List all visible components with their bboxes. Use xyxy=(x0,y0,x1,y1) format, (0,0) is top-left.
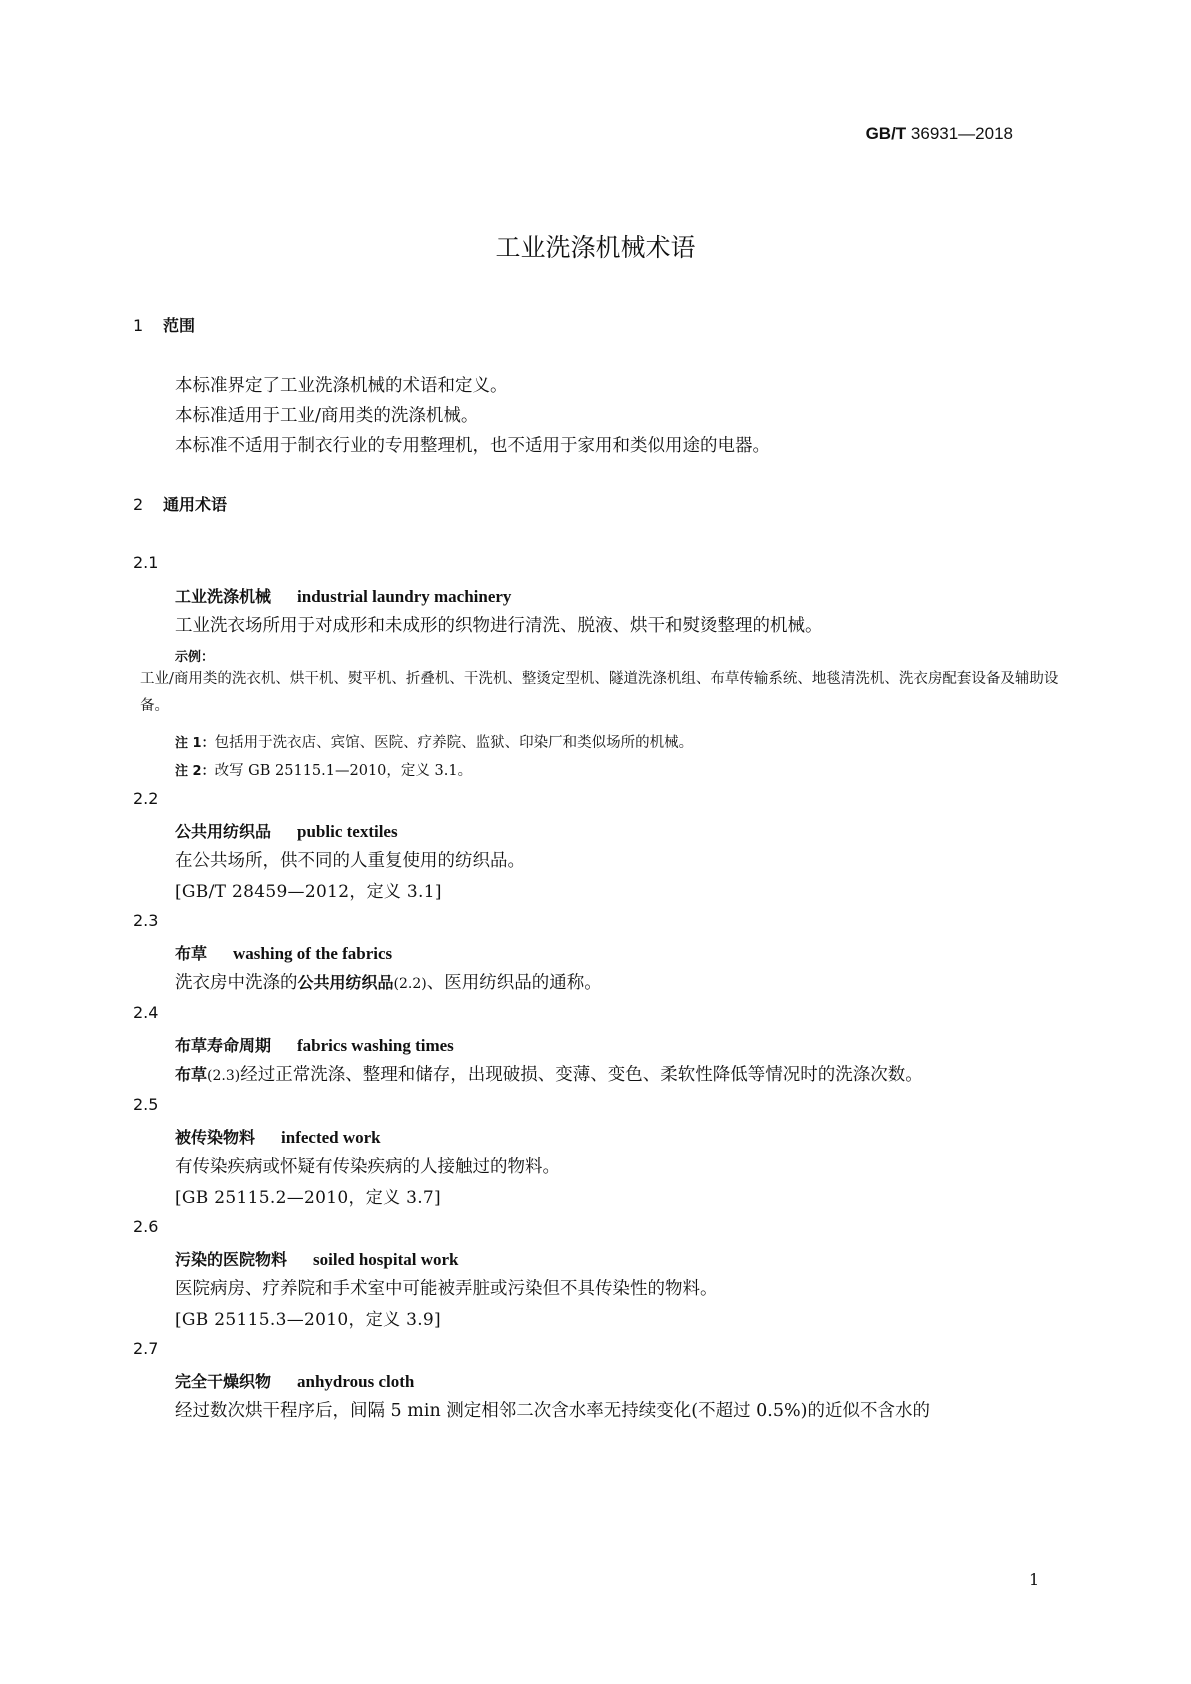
term-definition xyxy=(175,969,602,994)
term-reference-number: (2.3) xyxy=(207,1068,241,1084)
definition-text: 、医用纺织品的通称。 xyxy=(426,973,602,993)
clause-number: 2.7 xyxy=(133,1339,159,1358)
term-heading xyxy=(175,941,392,964)
term-en: infected work xyxy=(281,1128,381,1147)
term-zh: 布草 xyxy=(175,944,208,963)
term-definition: 医院病房、疗养院和手术室中可能被弄脏或污染但不具传染性的物料。 xyxy=(175,1279,718,1299)
term-source: [GB/T 28459—2012，定义 3.1] xyxy=(175,882,442,902)
section-heading-general-terms xyxy=(133,492,227,515)
term-definition: 在公共场所，供不同的人重复使用的纺织品。 xyxy=(175,851,525,871)
note-label: 注 1： xyxy=(175,736,215,751)
clause-number: 2.6 xyxy=(133,1217,159,1236)
term-definition: 工业洗衣场所用于对成形和未成形的织物进行清洗、脱液、烘干和熨烫整理的机械。 xyxy=(175,616,823,636)
clause-number: 2.1 xyxy=(133,553,159,572)
note-text: 包括用于洗衣店、宾馆、医院、疗养院、监狱、印染厂和类似场所的机械。 xyxy=(214,735,694,751)
document-title: 工业洗涤机械术语 xyxy=(495,233,696,262)
clause-number: 2.3 xyxy=(133,911,159,930)
term-en: anhydrous cloth xyxy=(297,1372,415,1391)
term-reference: 布草 xyxy=(175,1065,208,1084)
term-en: industrial laundry machinery xyxy=(297,587,512,606)
term-reference-number: (2.2) xyxy=(393,976,427,992)
term-zh: 工业洗涤机械 xyxy=(175,587,272,606)
term-zh: 污染的医院物料 xyxy=(175,1250,288,1269)
term-heading xyxy=(175,1033,454,1056)
standard-prefix: GB/T xyxy=(865,124,907,143)
note-text: 改写 GB 25115.1—2010，定义 3.1。 xyxy=(214,763,473,779)
section-number: 2 xyxy=(133,495,144,514)
example-label: 示例： xyxy=(175,650,215,665)
term-heading xyxy=(175,1125,381,1148)
term-zh: 被传染物料 xyxy=(175,1128,256,1147)
section-number: 1 xyxy=(133,316,144,335)
term-heading xyxy=(175,819,398,842)
scope-paragraph: 本标准界定了工业洗涤机械的术语和定义。 xyxy=(175,376,508,396)
term-reference: 公共用纺织品 xyxy=(297,973,394,992)
section-title: 范围 xyxy=(163,316,196,335)
term-en: fabrics washing times xyxy=(297,1036,454,1055)
term-definition xyxy=(175,1061,923,1086)
clause-number: 2.2 xyxy=(133,789,159,808)
term-source: [GB 25115.2—2010，定义 3.7] xyxy=(175,1188,441,1208)
term-definition: 经过数次烘干程序后，间隔 5 min 测定相邻二次含水率无持续变化(不超过 0.5%)的近似不含水的 xyxy=(175,1401,930,1421)
term-zh: 公共用纺织品 xyxy=(175,822,272,841)
term-zh: 完全干燥织物 xyxy=(175,1372,272,1391)
term-en: public textiles xyxy=(297,822,398,841)
clause-number: 2.5 xyxy=(133,1095,159,1114)
definition-text: 经过正常洗涤、整理和储存，出现破损、变薄、变色、柔软性降低等情况时的洗涤次数。 xyxy=(240,1065,923,1085)
term-en: washing of the fabrics xyxy=(233,944,393,963)
example-text: 工业/商用类的洗衣机、烘干机、熨平机、折叠机、干洗机、整烫定型机、隧道洗涤机组、布草传输系统、地毯清洗机、洗衣房配套设备及辅助设备。 xyxy=(140,671,1059,714)
term-heading xyxy=(175,1369,414,1392)
term-definition: 有传染疾病或怀疑有传染疾病的人接触过的物料。 xyxy=(175,1157,560,1177)
term-heading xyxy=(175,1247,459,1270)
term-zh: 布草寿命周期 xyxy=(175,1036,272,1055)
note xyxy=(175,759,472,780)
scope-paragraph: 本标准不适用于制衣行业的专用整理机，也不适用于家用和类似用途的电器。 xyxy=(175,436,770,456)
note xyxy=(175,731,693,752)
standard-code: 36931—2018 xyxy=(910,124,1013,143)
note-label: 注 2： xyxy=(175,764,215,779)
section-title: 通用术语 xyxy=(163,495,228,514)
term-en: soiled hospital work xyxy=(313,1250,459,1269)
term-heading xyxy=(175,584,511,607)
section-heading-scope xyxy=(133,313,195,336)
page-number: 1 xyxy=(1029,1570,1040,1589)
clause-number: 2.4 xyxy=(133,1003,159,1022)
scope-paragraph: 本标准适用于工业/商用类的洗涤机械。 xyxy=(175,406,479,426)
definition-text: 洗衣房中洗涤的 xyxy=(175,973,298,993)
term-source: [GB 25115.3—2010，定义 3.9] xyxy=(175,1310,441,1330)
standard-number xyxy=(866,124,1013,144)
